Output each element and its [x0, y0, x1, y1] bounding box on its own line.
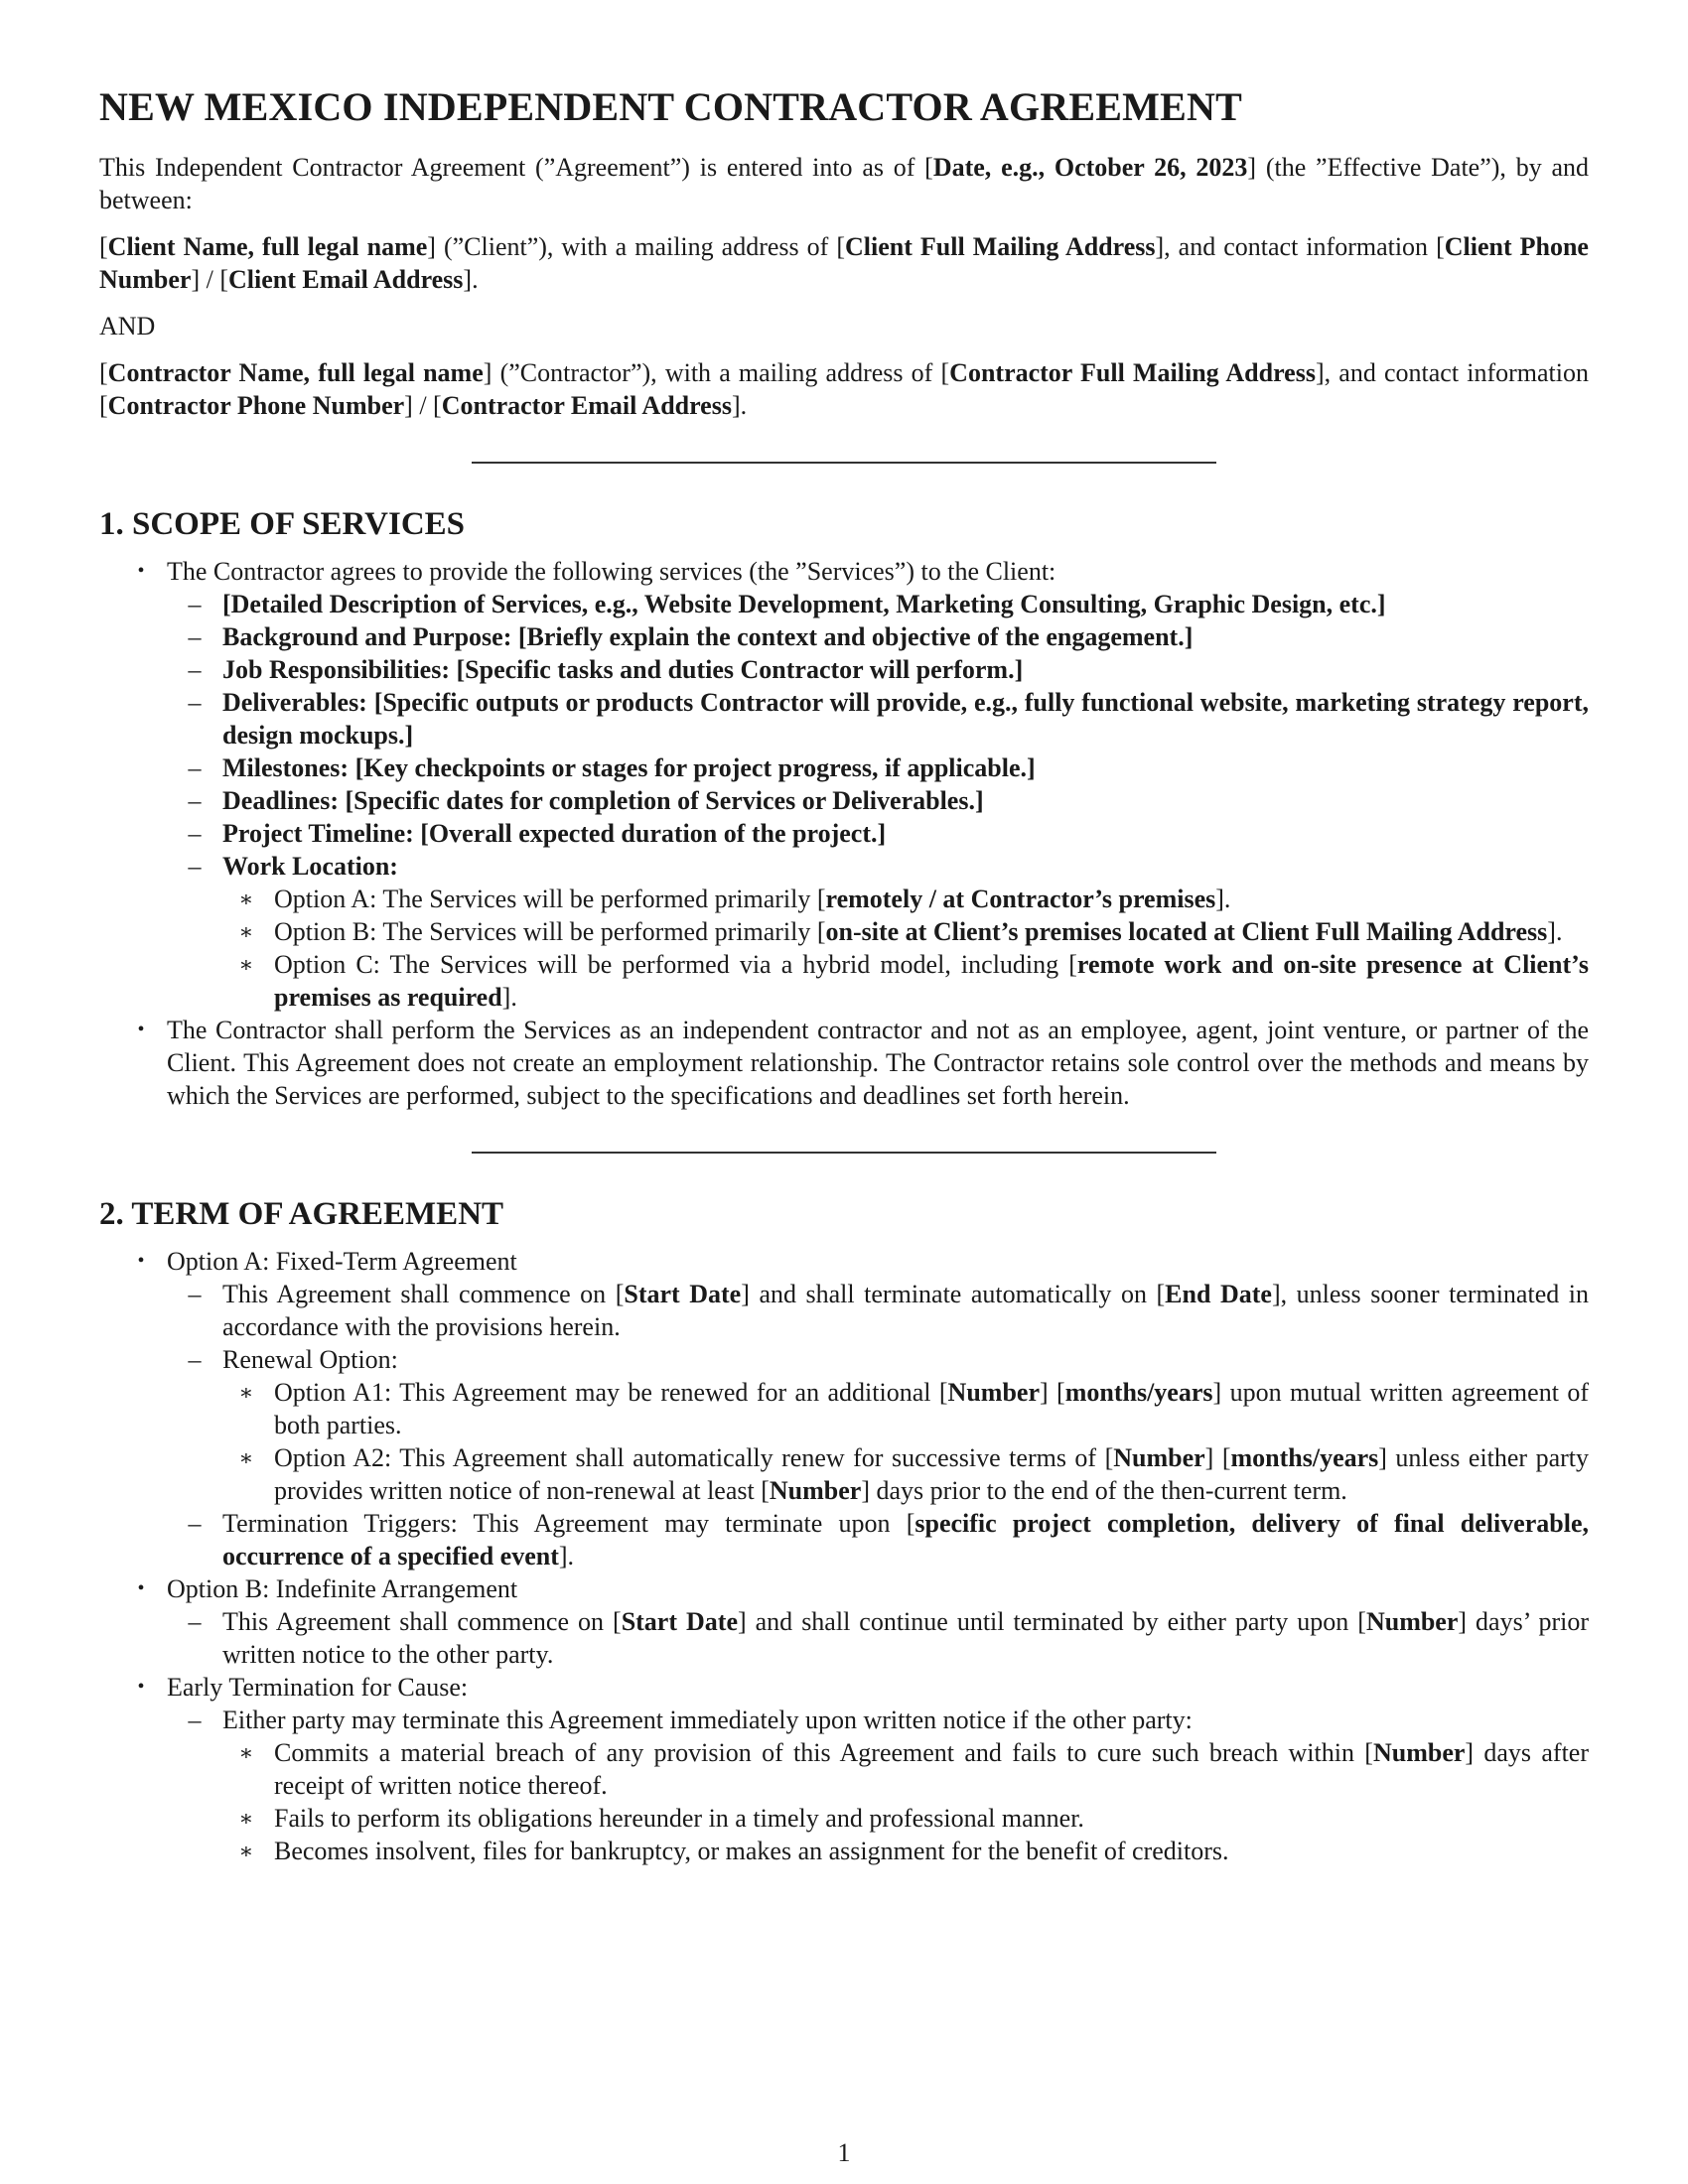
list-item: – Deliverables: [Specific outputs or products Contractor will provide, e.g., fully functional website, marketing strategy report, design mockups.]: [161, 686, 1589, 751]
list-item: ∗ Fails to perform its obligations hereunder in a timely and professional manner.: [222, 1802, 1589, 1835]
dash-marker: –: [188, 622, 202, 651]
section-divider: [472, 1152, 1216, 1154]
list-item: • Option A: Fixed-Term Agreement – This Agreement shall commence on [Start Date] and shall terminate automatically on [End Date], unless sooner terminated in accordance with the provisions herein. – Renewal Option: ∗ Option A1: This Agreement may be renewed for an additional [Number] [months/years] upon mutual written agreement of both parties. ∗ Option A2: This Agreement shall automatically renew for successive terms of [Number] [months/years] unless either party provides written notice of non-renewal at least [Number] days prior to the end of the then-current term. – Termination Triggers: This Agreement may terminate upon [specific project completion, delivery of final deliverable, occurrence of a specified event].: [99, 1245, 1589, 1572]
list-item: – Job Responsibilities: [Specific tasks and duties Contractor will perform.]: [161, 653, 1589, 686]
bullet-marker: •: [137, 560, 145, 582]
list-item: ∗ Option A1: This Agreement may be renewed for an additional [Number] [months/years] upon mutual written agreement of both parties.: [222, 1376, 1589, 1441]
dash-marker: –: [188, 1509, 202, 1538]
list-item: • The Contractor agrees to provide the following services (the ”Services”) to the Client: – [Detailed Description of Services, e.g., Website Development, Marketing Consulting, Graphic Design, etc.] – Background and Purpose: [Briefly explain the context and objective of the engagement.] – Job Responsibilities: [Specific tasks and duties Contractor will perform.] – Deliverables: [Specific outputs or products Contractor will provide, e.g., fully functional website, marketing strategy report, design mockups.] – Milestones: [Key checkpoints or stages for project progress, if applicable.] – Deadlines: [Specific dates for completion of Services or Deliverables.] – Project Timeline: [Overall expected duration of the project.] – Work Location: ∗ Option A: The Services will be performed primarily [remotely / at Contractor’s premises]. ∗ Option B: The Services will be performed primarily [on-site at Client’s premises located at Client Full Mailing Address]. ∗ Option C: The Services will be performed via a hybrid model, including [remote work and on-site presence at Client’s premises as required].: [99, 555, 1589, 1014]
dash-marker: –: [188, 1345, 202, 1374]
renewal-options: [222, 1376, 1589, 1507]
scope-sublist: [167, 588, 1589, 1014]
dash-marker: –: [188, 819, 202, 848]
star-marker: ∗: [238, 1839, 254, 1863]
contractor-email-placeholder: Contractor Email Address: [441, 391, 732, 420]
cause-conditions: [222, 1736, 1589, 1867]
option-a-sublist: [167, 1278, 1589, 1572]
star-marker: ∗: [238, 952, 254, 977]
dash-marker: –: [188, 1607, 202, 1636]
list-item: – Background and Purpose: [Briefly explain the context and objective of the engagement.]: [161, 620, 1589, 653]
list-item: – Renewal Option: ∗ Option A1: This Agreement may be renewed for an additional [Number] [months/years] upon mutual written agreement of both parties. ∗ Option A2: This Agreement shall automatically renew for successive terms of [Number] [months/years] unless either party provides written notice of non-renewal at least [Number] days prior to the end of the then-current term.: [161, 1343, 1589, 1507]
list-item: • The Contractor shall perform the Services as an independent contractor and not as an employee, agent, joint venture, or partner of the Client. This Agreement does not create an employment relationship. The Contractor retains sole control over the methods and means by which the Services are performed, subject to the specifications and deadlines set forth herein.: [99, 1014, 1589, 1112]
bullet-marker: •: [137, 1676, 145, 1698]
section-heading-scope: 1. SCOPE OF SERVICES: [99, 506, 466, 542]
work-location-options: [222, 883, 1589, 1014]
section-divider: [472, 462, 1216, 464]
list-item: – Work Location: ∗ Option A: The Services will be performed primarily [remotely / at Contractor’s premises]. ∗ Option B: The Services will be performed primarily [on-site at Client’s premises located at Client Full Mailing Address]. ∗ Option C: The Services will be performed via a hybrid model, including [remote work and on-site presence at Client’s premises as required].: [161, 850, 1589, 1014]
dash-marker: –: [188, 655, 202, 684]
list-item: ∗ Option A: The Services will be performed primarily [remotely / at Contractor’s premises].: [222, 883, 1589, 915]
contractor-name-placeholder: Contractor Name, full legal name: [107, 358, 484, 387]
list-item: • Option B: Indefinite Arrangement – This Agreement shall commence on [Start Date] and shall continue until terminated by either party upon [Number] days’ prior written notice to the other party.: [99, 1572, 1589, 1671]
intro-paragraph: This Independent Contractor Agreement (”Agreement”) is entered into as of [Date, e.g., October 26, 2023] (the ”Effective Date”), by and between:: [99, 153, 1589, 214]
star-marker: ∗: [238, 1740, 254, 1765]
effective-date-placeholder: Date, e.g., October 26, 2023: [932, 153, 1248, 182]
page-number: 1: [837, 2138, 851, 2167]
early-termination-sublist: [167, 1704, 1589, 1867]
list-item: – This Agreement shall commence on [Start Date] and shall continue until terminated by either party upon [Number] days’ prior written notice to the other party.: [161, 1605, 1589, 1671]
star-marker: ∗: [238, 1806, 254, 1831]
document-page: [99, 81, 1589, 1867]
star-marker: ∗: [238, 919, 254, 944]
list-item: – Deadlines: [Specific dates for completion of Services or Deliverables.]: [161, 784, 1589, 817]
client-email-placeholder: Client Email Address: [227, 265, 464, 294]
bullet-marker: •: [137, 1577, 145, 1599]
client-name-placeholder: Client Name, full legal name: [107, 232, 428, 261]
dash-marker: –: [188, 1280, 202, 1308]
star-marker: ∗: [238, 1445, 254, 1470]
contractor-phone-placeholder: Contractor Phone Number: [107, 391, 405, 420]
option-b-sublist: [167, 1605, 1589, 1671]
list-item: ∗ Commits a material breach of any provision of this Agreement and fails to cure such breach within [Number] days after receipt of written notice thereof.: [222, 1736, 1589, 1802]
dash-marker: –: [188, 852, 202, 881]
star-marker: ∗: [238, 887, 254, 911]
list-item: – Either party may terminate this Agreement immediately upon written notice if the other party: ∗ Commits a material breach of any provision of this Agreement and fails to cure such breach within [Number] days after receipt of written notice thereof. ∗ Fails to perform its obligations hereunder in a timely and professional manner. ∗ Becomes insolvent, files for bankruptcy, or makes an assignment for the benefit of creditors.: [161, 1704, 1589, 1867]
list-item: ∗ Option C: The Services will be performed via a hybrid model, including [remote work and on-site presence at Client’s premises as required].: [222, 948, 1589, 1014]
list-item: • Early Termination for Cause: – Either party may terminate this Agreement immediately upon written notice if the other party: ∗ Commits a material breach of any provision of this Agreement and fails to cure such breach within [Number] days after receipt of written notice thereof. ∗ Fails to perform its obligations hereunder in a timely and professional manner. ∗ Becomes insolvent, files for bankruptcy, or makes an assignment for the benefit of creditors.: [99, 1671, 1589, 1867]
client-paragraph: [Client Name, full legal name] (”Client”), with a mailing address of [Client Full Mailing Address], and contact information [Client Phone Number] / [Client Email Address].: [99, 232, 1589, 294]
dash-marker: –: [188, 590, 202, 618]
list-item: ∗ Option B: The Services will be performed primarily [on-site at Client’s premises located at Client Full Mailing Address].: [222, 915, 1589, 948]
star-marker: ∗: [238, 1380, 254, 1405]
list-item: – Milestones: [Key checkpoints or stages for project progress, if applicable.]: [161, 751, 1589, 784]
term-list: [99, 1245, 1589, 1867]
dash-marker: –: [188, 753, 202, 782]
list-item: – Project Timeline: [Overall expected duration of the project.]: [161, 817, 1589, 850]
client-address-placeholder: Client Full Mailing Address: [845, 232, 1156, 261]
dash-marker: –: [188, 786, 202, 815]
list-item: ∗ Becomes insolvent, files for bankruptcy, or makes an assignment for the benefit of creditors.: [222, 1835, 1589, 1867]
list-item: – [Detailed Description of Services, e.g., Website Development, Marketing Consulting, Graphic Design, etc.]: [161, 588, 1589, 620]
document-title: NEW MEXICO INDEPENDENT CONTRACTOR AGREEMENT: [99, 84, 1242, 129]
scope-list: [99, 555, 1589, 1112]
contractor-address-placeholder: Contractor Full Mailing Address: [949, 358, 1316, 387]
client-phone-placeholder: Client Phone Number: [99, 232, 1589, 294]
contractor-paragraph: [Contractor Name, full legal name] (”Contractor”), with a mailing address of [Contractor Full Mailing Address], and contact information [Contractor Phone Number] / [Contractor Email Address].: [99, 358, 1589, 420]
bullet-marker: •: [137, 1250, 145, 1272]
section-heading-term: 2. TERM OF AGREEMENT: [99, 1196, 504, 1232]
bullet-marker: •: [137, 1019, 145, 1040]
dash-marker: –: [188, 688, 202, 717]
list-item: – Termination Triggers: This Agreement may terminate upon [specific project completion, delivery of final deliverable, occurrence of a specified event].: [161, 1507, 1589, 1572]
dash-marker: –: [188, 1706, 202, 1734]
list-item: – This Agreement shall commence on [Start Date] and shall terminate automatically on [End Date], unless sooner terminated in accordance with the provisions herein.: [161, 1278, 1589, 1343]
list-item: ∗ Option A2: This Agreement shall automatically renew for successive terms of [Number] [months/years] unless either party provides written notice of non-renewal at least [Number] days prior to the end of the then-current term.: [222, 1441, 1589, 1507]
and-separator: AND: [99, 312, 156, 341]
